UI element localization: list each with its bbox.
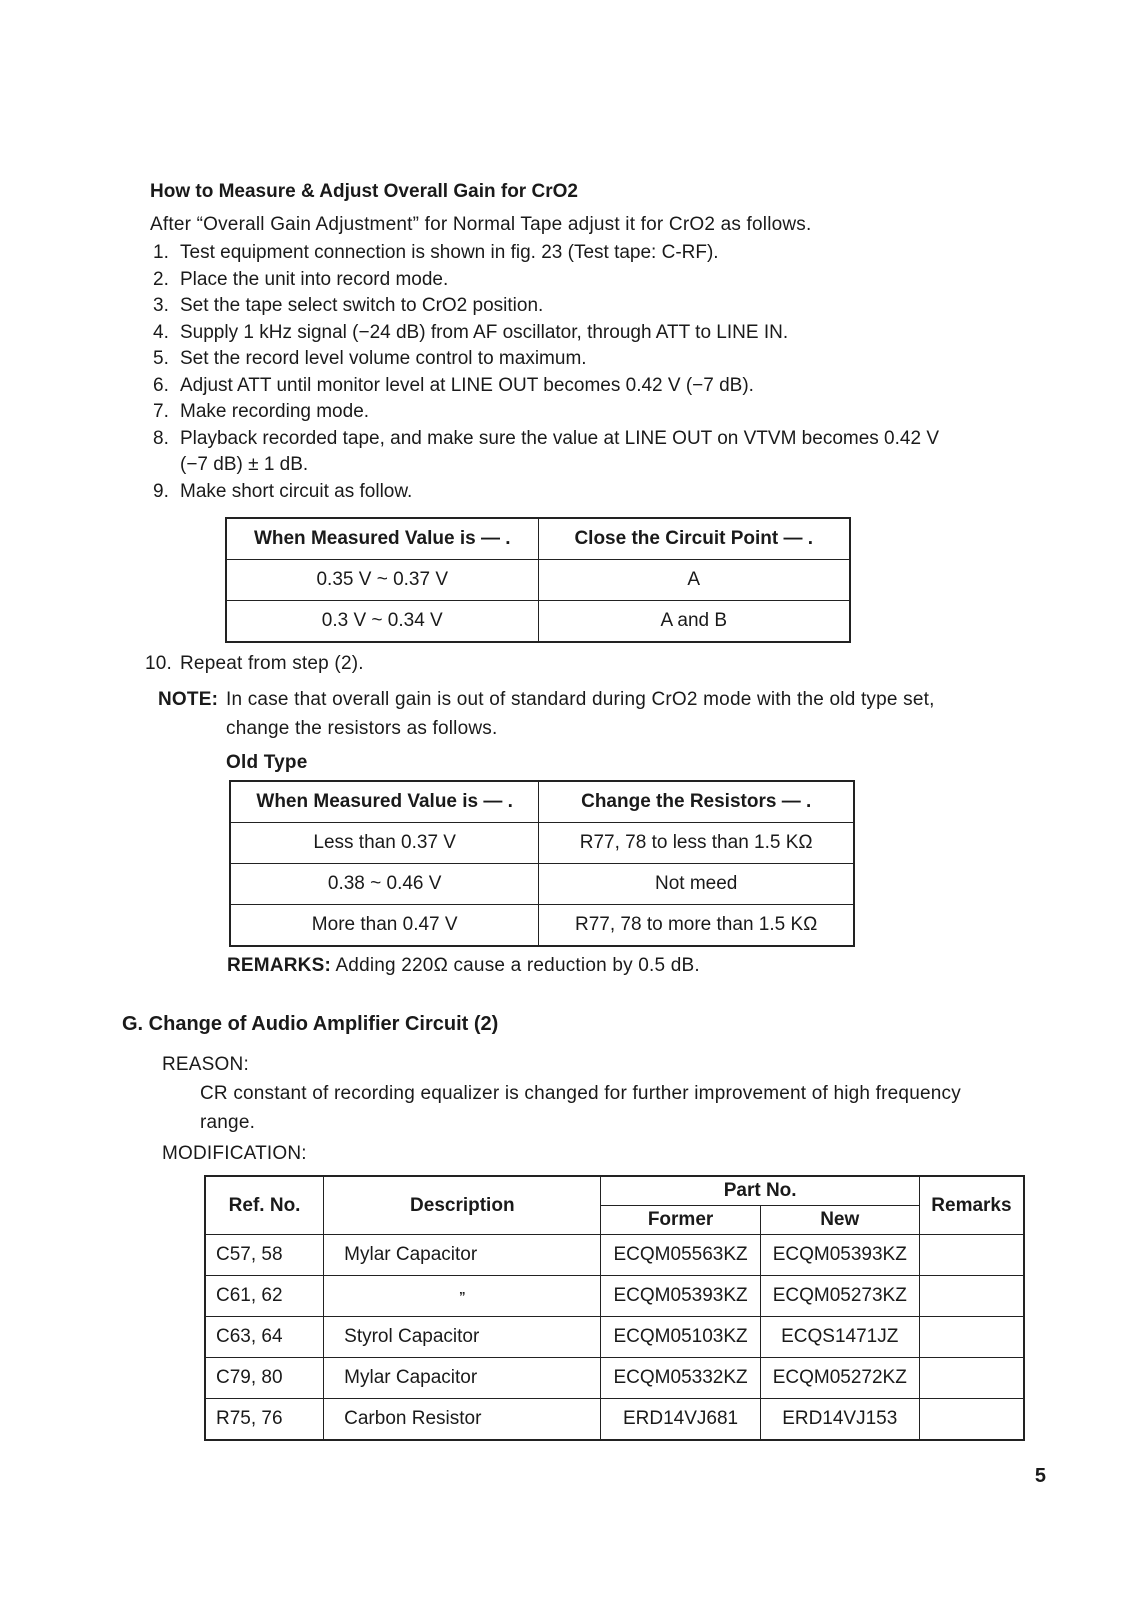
table-cell: Mylar Capacitor — [324, 1235, 601, 1276]
table-cell: R77, 78 to less than 1.5 KΩ — [539, 823, 854, 864]
steps-list — [153, 240, 939, 505]
table-cell: ECQM05393KZ — [760, 1235, 919, 1276]
table-row — [205, 1358, 1024, 1399]
table-cell: 0.38 ~ 0.46 V — [230, 864, 539, 905]
list-item: 6. Adjust ATT until monitor level at LINE OUT becomes 0.42 V (−7 dB). — [153, 374, 754, 396]
resistor-change-table — [229, 780, 855, 947]
reason-line-2: range. — [200, 1112, 256, 1133]
table-cell: Styrol Capacitor — [324, 1317, 601, 1358]
table-header: When Measured Value is — . — [226, 518, 538, 560]
table-cell: R77, 78 to more than 1.5 KΩ — [539, 905, 854, 947]
list-item: 1. Test equipment connection is shown in fig. 23 (Test tape: C-RF). — [153, 242, 719, 263]
table-cell: ECQM05332KZ — [601, 1358, 760, 1399]
table-cell — [919, 1235, 1024, 1276]
table-header: Ref. No. — [205, 1176, 324, 1235]
table-row — [205, 1317, 1024, 1358]
table-cell: A — [538, 560, 850, 601]
short-circuit-table — [225, 517, 851, 643]
table-cell: More than 0.47 V — [230, 905, 539, 947]
table-header-row — [205, 1176, 1024, 1206]
table-cell: Mylar Capacitor — [324, 1358, 601, 1399]
list-item: 4. Supply 1 kHz signal (−24 dB) from AF oscillator, through ATT to LINE IN. — [153, 321, 789, 343]
page-number: 5 — [1034, 1465, 1046, 1487]
table-cell: C57, 58 — [205, 1235, 324, 1276]
section-title: How to Measure & Adjust Overall Gain for CrO2 — [150, 181, 578, 202]
old-type-label: Old Type — [226, 752, 308, 773]
table-header: Part No. — [601, 1176, 919, 1206]
table-cell — [919, 1358, 1024, 1399]
modification-label: MODIFICATION: — [162, 1143, 307, 1164]
table-row — [226, 601, 850, 643]
table-row — [230, 864, 854, 905]
list-item: (−7 dB) ± 1 dB. — [180, 454, 309, 475]
table-header: Change the Resistors — . — [539, 781, 854, 823]
table-row — [205, 1276, 1024, 1317]
note-label: NOTE: — [158, 689, 219, 710]
reason-label: REASON: — [162, 1054, 249, 1075]
table-cell: ECQM05393KZ — [601, 1276, 760, 1317]
list-item: 9. Make short circuit as follow. — [153, 480, 413, 502]
intro-text: After “Overall Gain Adjustment” for Normal Tape adjust it for CrO2 as follows. — [150, 214, 812, 235]
list-item: 7. Make recording mode. — [153, 401, 370, 422]
table-header: When Measured Value is — . — [230, 781, 539, 823]
table-cell: Carbon Resistor — [324, 1399, 601, 1441]
table-cell: Not meed — [539, 864, 854, 905]
table-cell: ECQM05103KZ — [601, 1317, 760, 1358]
table-header: Close the Circuit Point — . — [538, 518, 850, 560]
table-row — [230, 823, 854, 864]
table-cell: 0.35 V ~ 0.37 V — [226, 560, 538, 601]
table-cell: C61, 62 — [205, 1276, 324, 1317]
table-row — [205, 1235, 1024, 1276]
note: NOTE: In case that overall gain is out of standard during CrO2 mode with the old type set, — [158, 689, 935, 710]
list-item: 5. Set the record level volume control to maximum. — [153, 348, 587, 369]
table-header: Remarks — [919, 1176, 1024, 1235]
table-cell — [919, 1399, 1024, 1441]
table-cell: ERD14VJ153 — [760, 1399, 919, 1441]
list-item: 8. Playback recorded tape, and make sure the value at LINE OUT on VTVM becomes 0.42 V — [153, 427, 939, 449]
table-cell: ECQM05272KZ — [760, 1358, 919, 1399]
reason-line-1: CR constant of recording equalizer is changed for further improvement of high frequency — [200, 1083, 961, 1104]
table-cell — [919, 1276, 1024, 1317]
table-row — [230, 905, 854, 947]
table-header-row — [226, 518, 850, 560]
table-cell: 0.3 V ~ 0.34 V — [226, 601, 538, 643]
table-header-row — [230, 781, 854, 823]
table-cell: C63, 64 — [205, 1317, 324, 1358]
table-cell: ECQM05273KZ — [760, 1276, 919, 1317]
table-cell: Less than 0.37 V — [230, 823, 539, 864]
remarks-label: REMARKS: — [227, 955, 331, 976]
list-item: 3. Set the tape select switch to CrO2 position. — [153, 295, 544, 316]
table-row — [205, 1399, 1024, 1441]
step-10: 10. Repeat from step (2). — [145, 653, 364, 674]
table-cell: ECQM05563KZ — [601, 1235, 760, 1276]
table-cell — [919, 1317, 1024, 1358]
table-cell: R75, 76 — [205, 1399, 324, 1441]
table-header: Former — [601, 1206, 760, 1235]
section-g-title: G. Change of Audio Amplifier Circuit (2) — [122, 1013, 499, 1035]
parts-table — [204, 1175, 1025, 1441]
list-item: 2. Place the unit into record mode. — [153, 268, 449, 290]
table-row — [226, 560, 850, 601]
table-cell: ERD14VJ681 — [601, 1399, 760, 1441]
note-line-2: change the resistors as follows. — [226, 718, 498, 739]
table-header: Description — [324, 1176, 601, 1235]
table-cell: C79, 80 — [205, 1358, 324, 1399]
table-header: New — [760, 1206, 919, 1235]
table-cell: ECQS1471JZ — [760, 1317, 919, 1358]
table-cell: A and B — [538, 601, 850, 643]
remarks: REMARKS: Adding 220Ω cause a reduction by 0.5 dB. — [227, 955, 700, 976]
table-cell: ” — [324, 1276, 601, 1317]
